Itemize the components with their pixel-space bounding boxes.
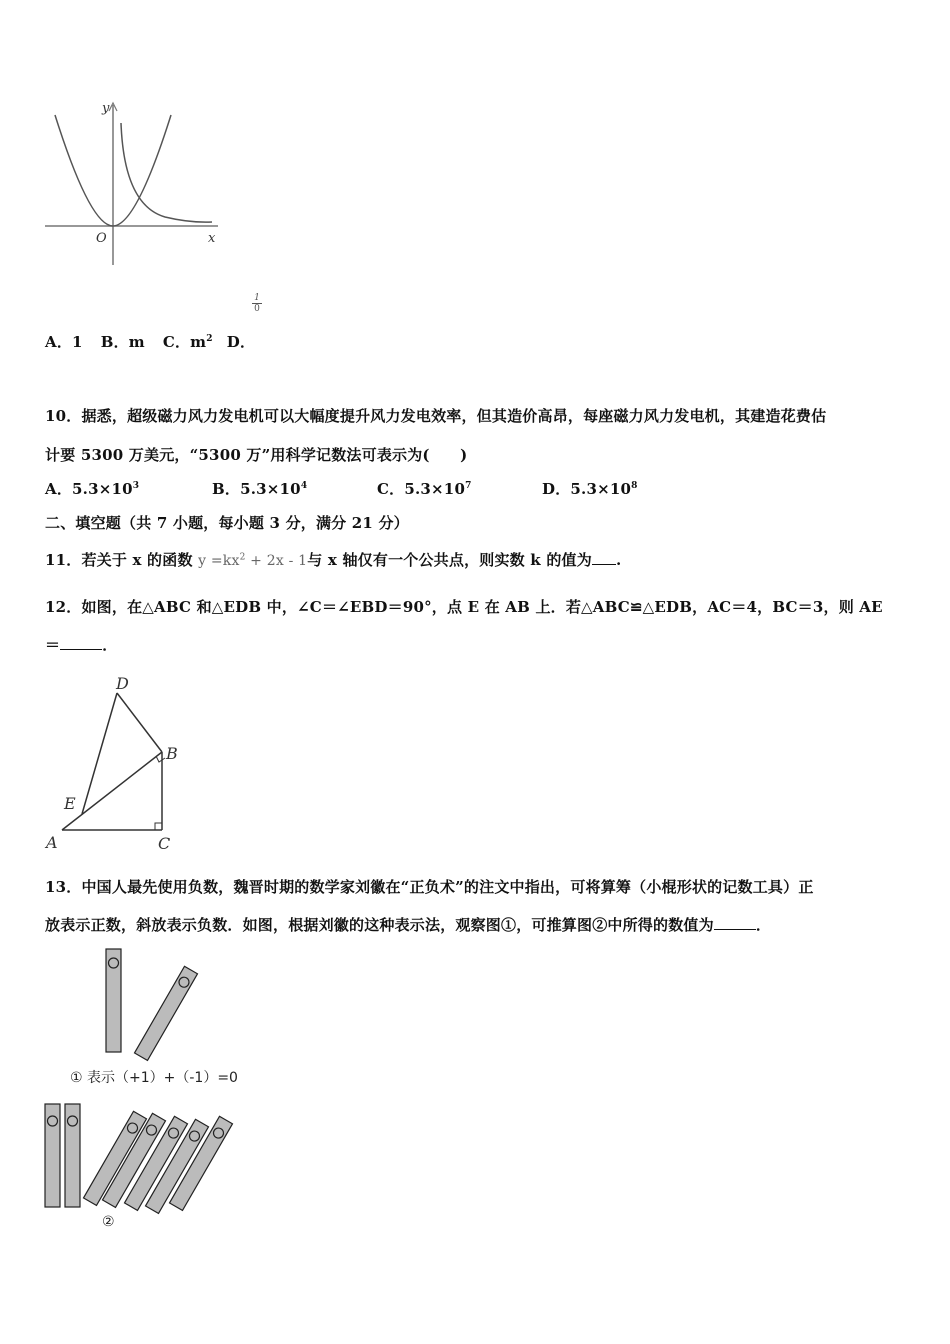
rods-figure-1 [95, 945, 215, 1065]
figure-1-caption: ① 表示（+1）+（-1）=0 [70, 1070, 238, 1086]
q11-answer-blank[interactable] [592, 550, 616, 565]
fraction-denominator: 0 [254, 304, 260, 314]
q13-line1: 13．中国人最先使用负数，魏晋时期的数学家刘徽在“正负术”的注文中指出，可将算筹（小棍形状的记数工具）正 [45, 878, 814, 896]
segment-ab [62, 752, 162, 830]
q9-option-d: D． [226, 333, 256, 351]
function-graph [40, 95, 230, 275]
fraction-fragment [252, 293, 262, 314]
triangle-figure [40, 670, 200, 855]
label-c: C [158, 834, 171, 853]
figure-2-caption: ② [102, 1214, 115, 1230]
right-angle-c [155, 823, 162, 830]
label-e: E [64, 794, 76, 813]
right-angle-b [156, 756, 165, 762]
q9-options [45, 331, 255, 352]
q10-option-a: A．$5.3\times 10^3$ [45, 480, 140, 498]
upright-rod [106, 949, 121, 1052]
q12-answer-blank[interactable] [60, 635, 102, 650]
q12-line2: ＝ ． [45, 636, 118, 654]
q10-option-b: B．$5.3\times 10^4$ [212, 480, 308, 498]
q10-line1: 10．据悉，超级磁力风力发电机可以大幅度提升风力发电效率，但其造价高昂，每座磁力风力发电机，其建造花费估 [45, 407, 827, 425]
x-label: x [208, 231, 216, 246]
label-b: B [166, 744, 178, 763]
fraction-numerator: 1 [254, 293, 260, 303]
q11-line: 11．若关于 x 的函数 $y =kx^2 + 2x - 1$与 x 轴仅有一个公共点，则实数 k 的值为 . [45, 551, 622, 569]
q10-option-c: C．$5.3\times 10^7$ [377, 480, 472, 498]
q13-line2: 放表示正数，斜放表示负数．如图，根据刘徽的这种表示法，观察图①，可推算图②中所得的数值为 ． [45, 916, 772, 934]
upright-rod [45, 1104, 60, 1207]
q9-option-b: B．m [100, 333, 145, 351]
segment-db [117, 693, 162, 752]
q10-line2: 计要 5300 万美元，“5300 万”用科学记数法可表示为( ) [45, 446, 468, 464]
origin-label: O [96, 231, 107, 246]
y-label: y [102, 101, 110, 116]
section-heading: 二、填空题（共 7 小题，每小题 3 分，满分 21 分） [45, 514, 409, 532]
slanted-rod [135, 966, 198, 1060]
label-a: A [46, 833, 58, 852]
q13-answer-blank[interactable] [714, 915, 756, 930]
q10-option-d: D．$5.3\times 10^8$ [542, 480, 638, 498]
q9-option-c: C．$m^2$ [162, 333, 213, 351]
q12-line1: 12．如图，在△ABC 和△EDB 中，∠C＝∠EBD＝90°，点 E 在 AB 上．若△ABC≌△EDB，AC＝4，BC＝3，则 AE [45, 598, 883, 616]
label-d: D [116, 674, 129, 693]
q11-formula: $y =kx^2 + 2x - 1$ [198, 552, 308, 569]
upright-rod [65, 1104, 80, 1207]
segment-de [82, 693, 117, 814]
rods-figure-2 [40, 1100, 250, 1215]
q9-option-a: A．1 [45, 333, 83, 351]
